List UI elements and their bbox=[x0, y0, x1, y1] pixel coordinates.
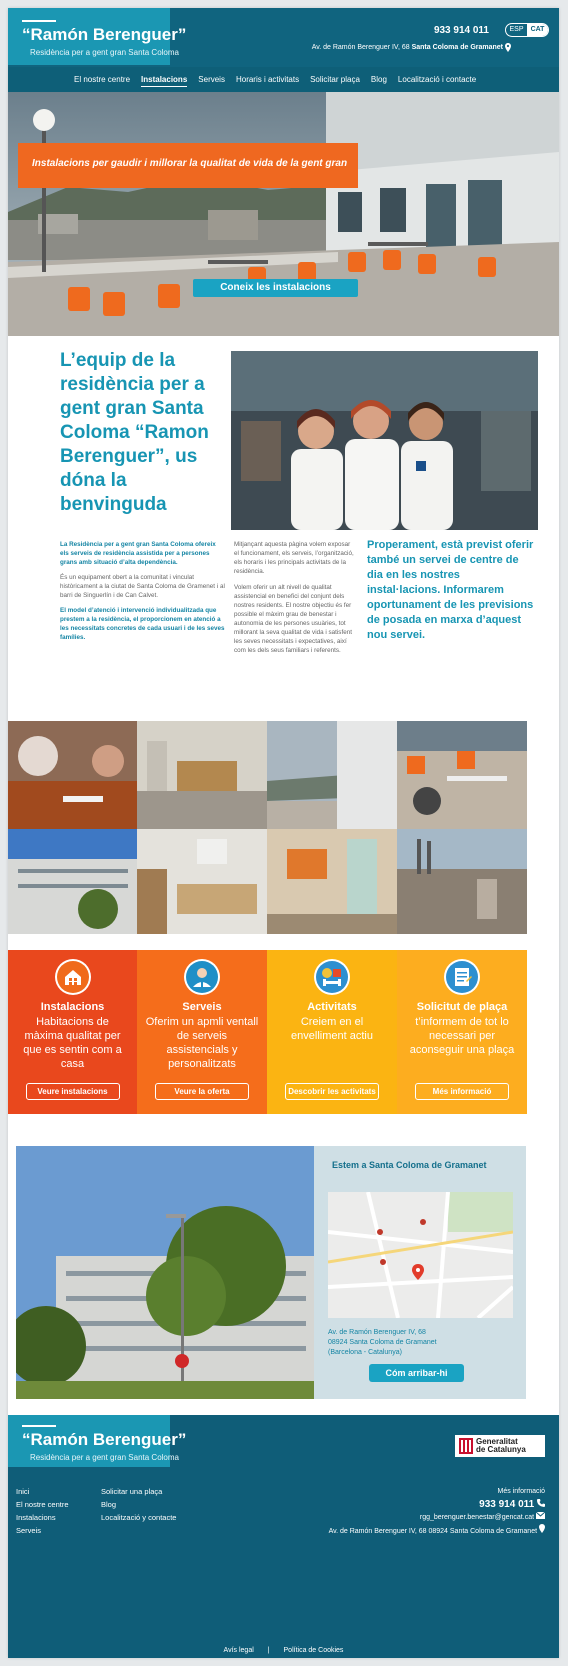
service-title: Activitats bbox=[307, 1001, 357, 1013]
service-description: t’informem de tot lo necessari per aconseguir una plaça bbox=[409, 1016, 515, 1056]
footer-link-contacte[interactable]: Localització y contacte bbox=[101, 1513, 177, 1522]
service-card-instalacions bbox=[8, 950, 137, 1114]
address-city: Santa Coloma de Gramanet bbox=[411, 44, 503, 51]
footer-contact bbox=[329, 1485, 545, 1538]
legal-separator: | bbox=[267, 1647, 270, 1654]
header-address bbox=[312, 44, 503, 51]
footer bbox=[8, 1415, 559, 1658]
footer-link-blog[interactable]: Blog bbox=[101, 1500, 117, 1509]
footer-logo-subtitle: Residència per a gent gran Santa Coloma bbox=[30, 1453, 179, 1462]
top-bar bbox=[8, 8, 559, 67]
directions-button[interactable]: Cóm arribar-hi bbox=[369, 1364, 464, 1382]
hero-banner bbox=[18, 143, 358, 188]
service-description: Oferim un apmli ventall de serveis assistencials y personalitzats bbox=[145, 1016, 259, 1070]
lang-es-button[interactable]: ESP bbox=[509, 26, 524, 33]
footer-link-solicitar[interactable]: Solicitar una plaça bbox=[101, 1487, 163, 1496]
nav-item-instalacions[interactable]: Instalacions bbox=[141, 75, 187, 87]
service-button[interactable]: Veure la oferta bbox=[155, 1083, 249, 1100]
gallery-photo-patio[interactable] bbox=[397, 721, 527, 829]
nav-item-contacte[interactable]: Localització i contacte bbox=[397, 75, 477, 84]
photo-gallery bbox=[8, 721, 559, 934]
footer-links-column-1 bbox=[16, 1485, 69, 1537]
logo-line bbox=[22, 1425, 56, 1427]
nav-item-blog[interactable]: Blog bbox=[370, 75, 387, 84]
service-title: Instalacions bbox=[40, 1001, 105, 1013]
address-line-2: 08924 Santa Coloma de Gramanet bbox=[328, 1339, 437, 1346]
hero-cta-button[interactable]: Coneix les instalacions bbox=[193, 279, 358, 297]
phone-icon bbox=[537, 1499, 545, 1507]
house-icon bbox=[55, 959, 91, 995]
document-icon bbox=[444, 959, 480, 995]
footer-phone[interactable] bbox=[329, 1498, 545, 1511]
service-button[interactable]: Més informació bbox=[415, 1083, 509, 1100]
service-card-activitats bbox=[267, 950, 397, 1114]
service-title: Serveis bbox=[182, 1001, 222, 1013]
intro-paragraph-2: És un equipament obert a la comunitat i vinculat històricament a la ciutat de Santa Coloma de Gramenet i al barri de Singuerlín i de Can Calvet. bbox=[60, 574, 225, 599]
hero-banner-text: Instalacions per gaudir i millorar la qualitat de vida de la gent gran bbox=[32, 158, 348, 169]
cookie-policy-link[interactable]: Política de Cookies bbox=[283, 1647, 344, 1654]
gallery-photo-terrace-view[interactable] bbox=[267, 721, 397, 829]
gallery-photo-building[interactable] bbox=[8, 829, 137, 934]
generalitat-line-2: de Catalunya bbox=[476, 1445, 526, 1454]
footer-address-text: Av. de Ramón Berenguer IV, 68 08924 Santa Coloma de Gramanet bbox=[328, 1528, 538, 1535]
legal-notice-link[interactable]: Avís legal bbox=[223, 1647, 254, 1654]
footer-logo[interactable] bbox=[8, 1415, 187, 1467]
intro-paragraph-4: Mitjançant aquesta pàgina volem exposar el funcionament, els serveis, l’organització, els horaris i les principals activitats de la residència. bbox=[234, 541, 354, 575]
hero-terrace-image bbox=[8, 92, 559, 336]
service-button[interactable]: Veure instalacions bbox=[26, 1083, 120, 1100]
footer-address bbox=[329, 1524, 545, 1538]
day-centre-announcement: Properament, està previst oferir també un servei de centre de dia en les nostres instal·lacions. Informarem oportunament de les previsions de posada en marxa d’aquest nou servei. bbox=[367, 539, 534, 641]
building-photo bbox=[16, 1146, 314, 1399]
location-address bbox=[328, 1328, 437, 1358]
footer-email[interactable] bbox=[329, 1511, 545, 1524]
generalitat-text bbox=[476, 1438, 526, 1454]
staff-photo bbox=[231, 351, 538, 530]
logo-subtitle: Residència per a gent gran Santa Coloma bbox=[30, 48, 179, 57]
footer-logo-name: “Ramón Berenguer” bbox=[22, 1430, 187, 1449]
service-button[interactable]: Descobrir les activitats bbox=[285, 1083, 379, 1100]
location-map[interactable] bbox=[328, 1192, 513, 1318]
gallery-photo-corridor[interactable] bbox=[267, 829, 397, 934]
service-description: Creiem en el envelliment actiu bbox=[291, 1016, 373, 1042]
generalitat-line-1: Generalitat bbox=[476, 1437, 518, 1446]
legal-links bbox=[8, 1647, 559, 1654]
footer-link-serveis[interactable]: Serveis bbox=[16, 1526, 42, 1535]
footer-link-instalacions[interactable]: Instalacions bbox=[16, 1513, 56, 1522]
doctor-icon bbox=[184, 959, 220, 995]
service-card-solicitud bbox=[397, 950, 527, 1114]
intro-paragraph-5: Volem oferir un alt nivell de qualitat assistencial en benefici del conjunt dels nostres residents. El nostre objectiu és fer possible el màxim grau de benestar i autonomia de les persones usuàries, tot millorant la seva qualitat de vida i satisfent les seves necessitats i expectatives, així com les dels seus familiars i referents. bbox=[234, 584, 352, 654]
language-switcher bbox=[505, 23, 549, 37]
map-pin-icon bbox=[505, 43, 511, 52]
welcome-title: L’equip de la residència per a gent gran Santa Coloma “Ramon Berenguer”, us dóna la benvinguda bbox=[60, 350, 209, 515]
gallery-photo-lounge[interactable] bbox=[137, 721, 267, 829]
gallery-photo-bedroom[interactable] bbox=[137, 829, 267, 934]
welcome-column-1 bbox=[60, 540, 226, 648]
mail-icon bbox=[536, 1512, 545, 1519]
welcome-column-2 bbox=[234, 540, 354, 662]
nav-item-serveis[interactable]: Serveis bbox=[198, 75, 225, 84]
gallery-photo-dominoes[interactable] bbox=[8, 721, 137, 829]
address-street: Av. de Ramón Berenguer IV, 68 bbox=[311, 44, 410, 51]
address-line-3: (Barcelona - Catalunya) bbox=[328, 1349, 402, 1356]
generalitat-mark-icon bbox=[459, 1438, 473, 1454]
nav-item-horaris[interactable]: Horaris i activitats bbox=[235, 75, 300, 84]
logo-name: “Ramón Berenguer” bbox=[22, 25, 187, 44]
intro-paragraph-3: El model d’atenció i intervenció individualitzada que prestem a la residència, el proporcionem en atenció a les necessitats concretes de cada usuari i de les seves famílies. bbox=[60, 607, 225, 641]
footer-link-inici[interactable]: Inici bbox=[16, 1487, 30, 1496]
map-pin-icon bbox=[539, 1524, 545, 1533]
logo-line bbox=[22, 20, 56, 22]
nav-item-centre[interactable]: El nostre centre bbox=[74, 75, 131, 84]
activities-icon bbox=[314, 959, 350, 995]
header-phone[interactable]: 933 914 011 bbox=[433, 25, 489, 36]
page bbox=[8, 8, 559, 1658]
service-title: Solicitut de plaça bbox=[416, 1001, 508, 1013]
footer-phone-number: 933 914 011 bbox=[479, 1499, 535, 1510]
main-nav bbox=[8, 67, 559, 92]
hero-section bbox=[8, 92, 559, 336]
location-title: Estem a Santa Coloma de Gramanet bbox=[332, 1160, 487, 1170]
service-description: Habitacions de màxima qualitat per que es sentin com a casa bbox=[23, 1016, 122, 1070]
footer-email-address: rgg_berenguer.benestar@gencat.cat bbox=[419, 1514, 535, 1521]
nav-item-solicitar[interactable]: Solicitar plaça bbox=[310, 75, 360, 84]
more-info-label: Més informació bbox=[497, 1488, 545, 1495]
service-card-serveis bbox=[137, 950, 267, 1114]
gallery-photo-city-view[interactable] bbox=[397, 829, 527, 934]
generalitat-logo[interactable] bbox=[455, 1435, 545, 1457]
footer-link-centre[interactable]: El nostre centre bbox=[16, 1500, 69, 1509]
site-logo[interactable] bbox=[8, 8, 187, 65]
location-panel bbox=[314, 1146, 526, 1399]
footer-links-column-2 bbox=[101, 1485, 176, 1524]
intro-paragraph-1: La Residència per a gent gran Santa Coloma ofereix els serveis de residència assistida per a persones grans amb situació d’alta dependència. bbox=[60, 541, 216, 566]
address-line-1: Av. de Ramón Berenguer IV, 68 bbox=[328, 1329, 426, 1336]
lang-ca-button[interactable]: CAT bbox=[527, 24, 548, 36]
